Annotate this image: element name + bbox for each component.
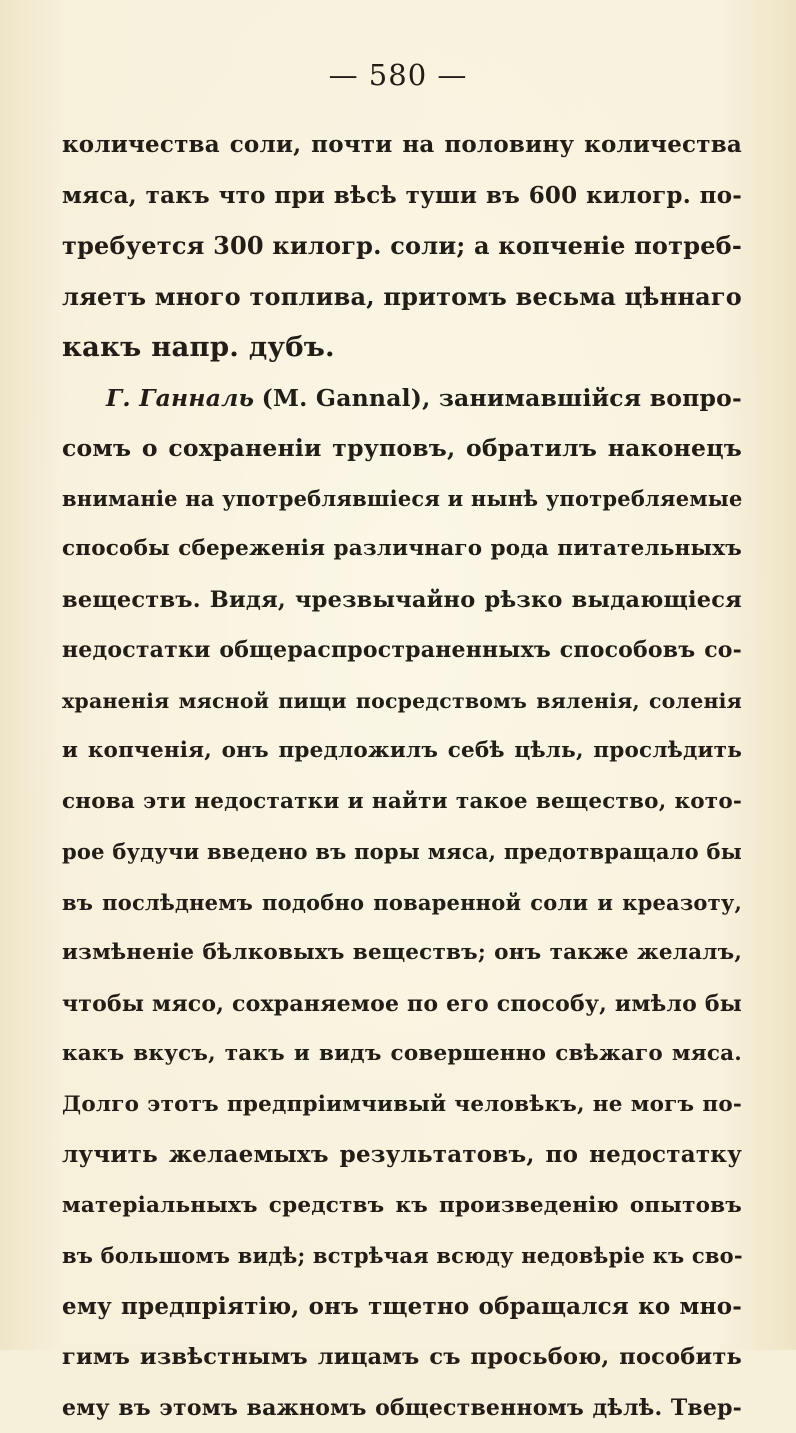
- text-line: и копченія, онъ предложилъ себѣ цѣль, прослѣдить: [62, 726, 742, 777]
- text-line: гимъ извѣстнымъ лицамъ съ просьбою, пособить: [62, 1332, 742, 1383]
- paragraph-first-line: [62, 373, 742, 424]
- paragraph-first-line-rest: (M. Gannal), занимавшійся вопро-: [262, 373, 742, 424]
- text-line: ляетъ много топлива, притомъ весьма цѣннаго: [62, 272, 742, 323]
- text-line: лучить желаемыхъ результатовъ, по недостатку: [62, 1130, 742, 1181]
- text-line: требуется 300 килогр. соли; а копченіе потреб-: [62, 221, 742, 272]
- text-line: чтобы мясо, сохраняемое по его способу, имѣло бы: [62, 979, 742, 1030]
- text-line: сомъ о сохраненіи труповъ, обратилъ наконецъ: [62, 423, 742, 474]
- text-line: ему предпріятію, онъ тщетно обращался ко мно-: [62, 1282, 742, 1333]
- text-line: въ послѣднемъ подобно поваренной соли и креазоту,: [62, 878, 742, 929]
- text-line: веществъ. Видя, чрезвычайно рѣзко выдающіеся: [62, 575, 742, 626]
- text-line: въ большомъ видѣ; встрѣчая всюду недовѣріе къ сво-: [62, 1231, 742, 1282]
- text-line: вниманіе на употреблявшіеся и нынѣ употребляемые: [62, 474, 742, 525]
- text-line: ему въ этомъ важномъ общественномъ дѣлѣ. Твер-: [62, 1383, 742, 1433]
- text-line: снова эти недостатки и найти такое вещество, кото-: [62, 777, 742, 828]
- text-line: количества соли, почти на половину количества: [62, 120, 742, 171]
- page-number: — 580 —: [0, 58, 796, 92]
- text-line: Долго этотъ предпріимчивый человѣкъ, не могъ по-: [62, 1080, 742, 1131]
- text-line: недостатки общераспространенныхъ способовъ со-: [62, 625, 742, 676]
- text-line: какъ напр. дубъ.: [62, 322, 742, 373]
- text-line: мяса, такъ что при вѣсѣ туши въ 600 килогр. по-: [62, 171, 742, 222]
- person-name: Г. Ганналь: [106, 373, 254, 424]
- text-line: матеріальныхъ средствъ къ произведенію опытовъ: [62, 1181, 742, 1232]
- text-line: какъ вкусъ, такъ и видъ совершенно свѣжаго мяса.: [62, 1029, 742, 1080]
- body-text: [62, 120, 742, 1433]
- text-line: способы сбереженія различнаго рода питательныхъ: [62, 524, 742, 575]
- text-line: рое будучи введено въ поры мяса, предотвращало бы: [62, 827, 742, 878]
- text-line: храненія мясной пищи посредствомъ вяленія, соленія: [62, 676, 742, 727]
- text-line: измѣненіе бѣлковыхъ веществъ; онъ также желалъ,: [62, 928, 742, 979]
